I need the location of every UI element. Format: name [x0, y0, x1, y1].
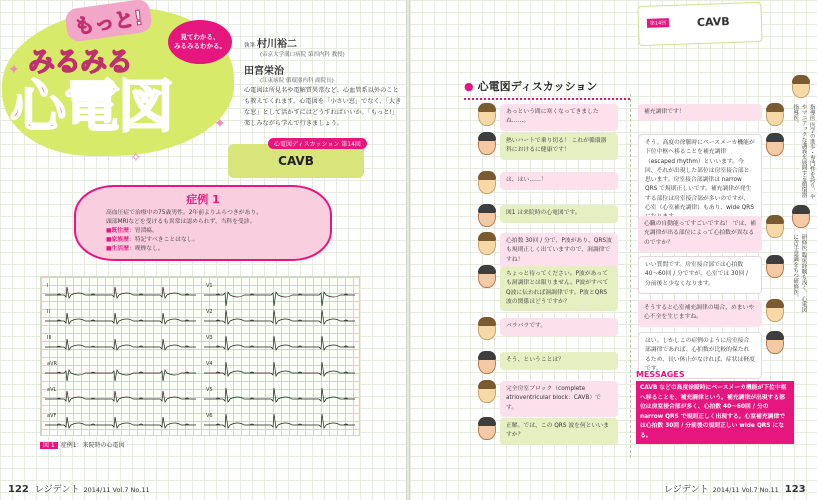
dialogue-bubble: 心拍数 30回 / 分で、P波があり、QRS波も規則正しく出ていますので、洞調律ですね！: [500, 233, 618, 269]
ecg-trace-III: [45, 339, 196, 350]
ecg-lead-label: V5: [206, 387, 213, 393]
heading-marker-icon: ●: [464, 80, 474, 93]
dialogue-bubble: 図1 は来院時の心電図です。: [500, 205, 618, 223]
attending-avatar: [478, 205, 496, 227]
topic-title: CAVB: [278, 154, 314, 168]
dialogue-bubble: 補充調律です！: [638, 104, 762, 121]
ecg-trace-I: [45, 287, 196, 298]
figure-caption: [40, 440, 125, 449]
tagline-line: みるみるわかる。: [174, 42, 226, 50]
author-name: 田宮栄治: [244, 65, 284, 77]
dialogue-bubble: いい質問です。房室接合部では心拍数 40〜60回 / 分ですが、心室では 30回 / 分前後と少なくなります。: [638, 256, 762, 294]
dialogue-bubble: 熱いハートで乗り切る！ これが循環器科におけるに健康です！: [500, 133, 618, 160]
ecg-trace-V5: [204, 388, 355, 402]
ecg-trace-V1: [204, 292, 355, 306]
episode-card: [637, 2, 762, 46]
page-number: 122: [8, 484, 29, 495]
messages-text: CAVB などの高度徐脈時にペースメーカ機能が下位中枢へ移ることを、補充調律という。補充調律が出現する部位は房室接合部が多く、心拍数 40〜60回 / 分の narrow QRS で規則正しく出現する。心室補充調律では心拍数 30回 / 分前後の規則正しい wide QRS になる。: [636, 381, 794, 444]
series-title-small: もっと!: [64, 0, 153, 43]
dialogue-bubble: 完全房室ブロック（complete atrioventricular block：CAVB）です。: [500, 381, 618, 417]
page-number: 123: [784, 484, 806, 495]
resident-avatar: [792, 206, 810, 228]
case-item-value: 特記すべきことはなし。: [134, 236, 199, 243]
resident-avatar: [478, 318, 496, 340]
case-item-label: 生活歴: [111, 245, 129, 252]
episode-tag: 心電図ディスカッション 第14回: [268, 138, 367, 149]
ecg-lead-label: aVF: [47, 413, 57, 419]
case-item-value: 喫煙なし。: [134, 245, 164, 252]
attending-avatar: [792, 76, 810, 98]
tagline-bubble: [168, 20, 232, 64]
ecg-traces: [41, 277, 359, 435]
case-item-label: 家族歴: [111, 236, 129, 243]
attending-avatar: [478, 352, 496, 374]
intro-text: 心電図は所見名や電解質異常など、心血管系以外のことも教えてくれます。心電図を「小さい窓」でなく、「大きな窓」として活かすにはどうすればいいか。「もっと!」楽しみながら学んで行きましょう。: [244, 87, 402, 127]
discussion-heading: [464, 78, 630, 100]
dialogue-bubble: バラバラです。: [500, 318, 618, 336]
issue-info: 2014/11 Vol.7 No.11: [83, 486, 150, 494]
case-item: ■生活歴：喫煙なし。: [106, 245, 164, 252]
figure-caption-text: 症例1：来院時の心電図: [60, 442, 125, 449]
case-item-value: 胃潰瘍。: [134, 227, 158, 234]
case-title: 症例 1: [186, 193, 220, 206]
attending-avatar: [478, 418, 496, 440]
dialogue-bubble: ちょっと待ってください。P波があっても洞調律とは限りません。P波がすべてQ波に伝われば洞調律です。P波とQRS波の関係はどうですか？: [500, 266, 618, 311]
case-item: ■既往歴：胃潰瘍。: [106, 227, 158, 234]
dialogue-bubble: そうすると心室補充調律の場合、めまいや心不全を生じますね。: [638, 300, 762, 327]
episode-title: CAVB: [696, 14, 730, 30]
sparkle-icon: ✧: [130, 150, 142, 166]
character-note: 指導医 医学の進歩・専門性を誇り、ややマニアックな講義を展開する循環器指導医。: [792, 104, 815, 200]
magazine-name: レジデント: [34, 485, 80, 495]
ecg-lead-label: III: [47, 335, 52, 341]
ecg-lead-label: V4: [206, 361, 213, 367]
attending-avatar: [478, 266, 496, 288]
dialogue-bubble: あっという間に寒くなってきましたね……。: [500, 104, 618, 131]
messages-heading: MESSAGES: [636, 370, 685, 379]
attending-avatar: [478, 133, 496, 155]
messages-box: [636, 370, 794, 458]
ecg-figure: [40, 276, 360, 436]
attending-avatar: [766, 256, 784, 278]
attending-avatar: [766, 332, 784, 354]
tagline-line: 見てわかる、: [180, 32, 220, 41]
author-affiliation: (江東病院 循環器内科 副院長): [260, 78, 334, 85]
dialogue-bubble: はい。しかしこの症例のように房室接合部調律であれば、心拍数が比較的保たれるため、長い休止がなければ、症状は軽度です。: [638, 332, 762, 379]
case-item-label: 既往歴: [111, 227, 129, 234]
sparkle-icon: ✦: [214, 116, 226, 132]
resident-avatar: [766, 216, 784, 238]
ecg-trace-aVL: [45, 391, 196, 402]
ecg-lead-label: V1: [206, 283, 213, 289]
resident-avatar: [478, 104, 496, 126]
ecg-lead-label: V6: [206, 413, 213, 419]
figure-number: 図 1: [40, 442, 58, 449]
ecg-trace-aVR: [45, 370, 196, 381]
ecg-lead-label: V3: [206, 335, 213, 341]
resident-avatar: [766, 300, 784, 322]
ecg-lead-label: aVL: [47, 387, 57, 393]
discussion-heading-text: 心電図ディスカッション: [477, 80, 598, 93]
author-block: [244, 38, 364, 92]
ecg-trace-V4: [204, 362, 355, 376]
episode-number: 第14回: [647, 18, 670, 28]
issue-info: 2014/11 Vol.7 No.11: [712, 486, 779, 494]
left-page: [0, 0, 406, 500]
resident-avatar: [766, 104, 784, 126]
case-line: 高血圧症で治療中の75歳男性。2年前よりふらつきがあり、: [106, 210, 262, 216]
dialogue-bubble: そう、ということは？: [500, 352, 618, 370]
folio-right: [664, 482, 806, 495]
ecg-lead-label: I: [47, 283, 49, 289]
resident-avatar: [478, 381, 496, 403]
resident-avatar: [478, 172, 496, 194]
dialogue-bubble: そう。高度の徐脈時にペースメーカ機能が下位中枢へ移ることを補充調律（escaped rhythm）といいます。今回、それが出現した部位は房室接合部と思います。房室接合部調律は narrow QRS で規則正しいです。補充調律が発生する部位は房室接合部が多いのですが、心室（心室補充調律）もあり、wide QRS: [638, 134, 762, 227]
ecg-lead-label: aVR: [47, 361, 57, 367]
column-divider: [630, 94, 631, 458]
sparkle-icon: ✦: [8, 62, 20, 78]
series-title-main: 心電図: [10, 75, 172, 140]
dialogue-bubble: は、はい……！: [500, 172, 618, 190]
ecg-trace-V6: [204, 414, 355, 428]
topic-banner: [228, 141, 364, 178]
series-title-mid: みるみる: [28, 47, 132, 78]
case-box: [74, 185, 332, 261]
attending-avatar: [766, 134, 784, 156]
ecg-trace-V3: [204, 336, 355, 350]
case-item: ■家族歴：特記すべきことはなし。: [106, 236, 199, 243]
case-body: [106, 209, 316, 254]
folio-left: [8, 482, 150, 495]
ecg-trace-V2: [204, 310, 355, 324]
character-note: 研修医 臨床経験も浅く、心電図に苦手意識をもつ研修医。: [792, 234, 807, 313]
magazine-name: レジデント: [664, 485, 709, 495]
ecg-trace-aVF: [45, 417, 196, 428]
author-name: 村川裕二: [257, 39, 298, 50]
ecg-lead-label: II: [47, 309, 50, 315]
author-role: 執筆: [244, 43, 256, 49]
dialogue-bubble: 心臓の自動能ってすごいですね！ では、補充調律が出る部位によって心拍数が異なるのですか？: [638, 216, 762, 252]
dialogue-bubble: 正解。では、この QRS 波を何といいますか？: [500, 418, 618, 445]
case-line: 頭部MRIなどを受けるも異常は認められず、当科を受診。: [106, 218, 256, 225]
ecg-lead-label: V2: [206, 309, 213, 315]
resident-avatar: [478, 233, 496, 255]
ecg-trace-II: [45, 313, 196, 324]
author-affiliation: (帝京大学溝口病院 第四内科 教授): [260, 51, 345, 58]
